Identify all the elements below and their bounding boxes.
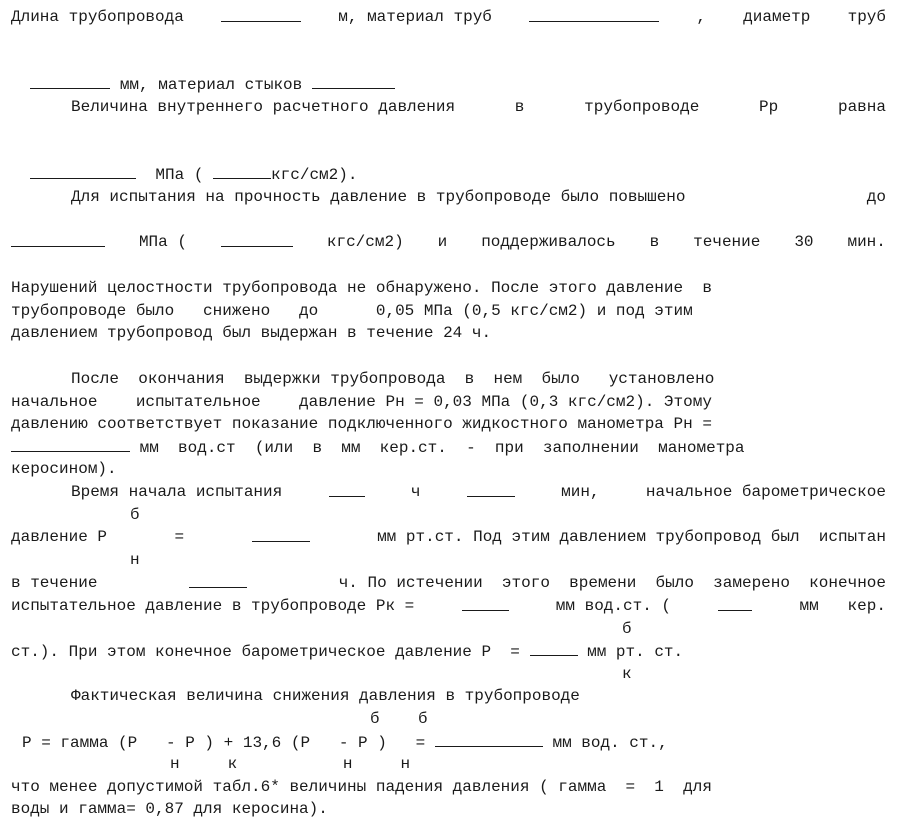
final-pressure-water-blank[interactable] [462,595,509,611]
barometric-text: начальное барометрическое [645,483,886,501]
pressure-p-label: давление Р [11,528,108,546]
line-final-pressure [11,595,886,617]
line-start-time [71,481,886,503]
p5-line5: керосином). [11,460,117,478]
initial-barometric-blank[interactable] [252,526,310,542]
line-pipeline-length [11,6,886,28]
line-design-pressure [71,96,886,118]
line-design-pressure-values [11,141,886,184]
design-pressure-text: Величина внутреннего расчетного давления [71,98,456,116]
line-joint-material [11,51,886,94]
kerosene-label: мм кер. [799,597,886,615]
manometer-units-text: мм вод.ст (или в мм кер.ст. - при заполнении манометра [139,439,745,457]
mmhg-label-2: мм рт. ст. [587,643,684,661]
p4-line3: давлением трубопровод был выдержан в течение 24 ч. [11,324,492,342]
design-pressure-kgf-blank[interactable] [213,163,271,179]
minutes-label: мин. [847,233,886,251]
mpa-label-2: МПа ( [138,233,187,251]
word-in: в [514,98,525,116]
duration-value: 30 [794,233,814,251]
start-time-label: Время начала испытания [71,483,283,501]
water-column-label: мм вод.ст. ( [555,597,672,615]
word-equals: равна [837,98,886,116]
test-duration-blank[interactable] [189,572,247,588]
strength-test-text: Для испытания на прочность давление в трубопроводе было повышено [71,188,686,206]
kgf-label-2: кгс/см2) [326,233,404,251]
word-maintained: поддерживалось [481,233,616,251]
start-minute-blank[interactable] [467,481,515,497]
final-pressure-label: испытательное давление в трубопроводе Рк = [11,597,415,615]
p5-line1: После окончания выдержки трубопровода в нем было установлено [71,370,715,388]
line-test-duration [11,572,886,594]
line-strength-test [71,186,886,208]
p5-line3: давлению соответствует показание подключенного жидкостного манометра Рн = [11,415,712,433]
joint-material-label: мм, материал стыков [119,76,303,94]
design-pressure-mpa-blank[interactable] [30,163,136,179]
word-during: течение [693,233,761,251]
pipeline-length-label: Длина трубопровода [11,8,184,26]
word-and: и [437,233,448,251]
formula-subscripts: н к н н [170,755,411,773]
mpa-label: МПа ( [155,166,204,184]
superscript-b: б [130,506,140,524]
pipe-material-blank[interactable] [529,6,659,22]
pipe-word: труб [847,8,886,26]
line-final-barometric [11,640,886,662]
p5-line2: начальное испытательное давление Рн = 0,03 МПа (0,3 кгс/см2). Этому [11,393,712,411]
diameter-label: диаметр [743,8,811,26]
subscript-k: к [622,665,632,683]
during-label: в течение [11,574,98,592]
word-pipeline: трубопроводе [584,98,700,116]
symbol-pr: Рр [759,98,779,116]
comma-text: , [696,8,706,26]
pipe-material-label: м, материал труб [338,8,492,26]
actual-drop-title: Фактическая величина снижения давления в трубопроводе [71,687,580,705]
final-pressure-kerosene-blank[interactable] [718,595,752,611]
hour-label: ч [410,483,421,501]
diameter-blank[interactable] [30,73,110,89]
p4-line1: Нарушений целостности трубопровода не обнаружено. После этого давление в [11,279,712,297]
superscript-b-2: б [622,620,632,638]
p5-line4 [11,436,886,458]
manometer-reading-blank[interactable] [11,436,130,452]
pipeline-length-blank[interactable] [221,6,301,22]
subscript-n: н [130,551,140,569]
mmhg-text: мм рт.ст. Под этим давлением трубопровод был испытан [377,528,886,546]
line-strength-values [11,231,886,253]
minute-label: мин, [561,483,600,501]
formula-text: Р = гамма (Р - Р ) + 13,6 (Р - Р ) = [22,734,426,752]
final-barometric-label: ст.). При этом конечное барометрическое давление Р [11,643,492,661]
formula-line [22,731,886,753]
equals-sign: = [174,528,185,546]
after-time-text: ч. По истечении этого времени было замерено конечное [338,574,886,592]
p4-line2: трубопроводе было снижено до 0,05 МПа (0,5 кгс/см2) и под этим [11,302,693,320]
conclusion-line2: воды и гамма= 0,87 для керосина). [11,800,328,818]
word-to: до [866,188,886,206]
final-barometric-blank[interactable] [530,640,578,656]
equals-sign-2: = [510,643,520,661]
joint-material-blank[interactable] [312,73,395,89]
formula-units: мм вод. ст., [552,734,668,752]
formula-superscripts: б б [370,710,428,728]
word-in-2: в [649,233,660,251]
kgf-label: кгс/см2). [271,166,358,184]
line-initial-barometric [11,526,886,548]
test-pressure-kgf-blank[interactable] [221,231,293,247]
formula-result-blank[interactable] [435,731,543,747]
start-hour-blank[interactable] [329,481,365,497]
test-pressure-mpa-blank[interactable] [11,231,105,247]
conclusion-line1: что менее допустимой табл.6* величины падения давления ( гамма = 1 для [11,778,712,796]
